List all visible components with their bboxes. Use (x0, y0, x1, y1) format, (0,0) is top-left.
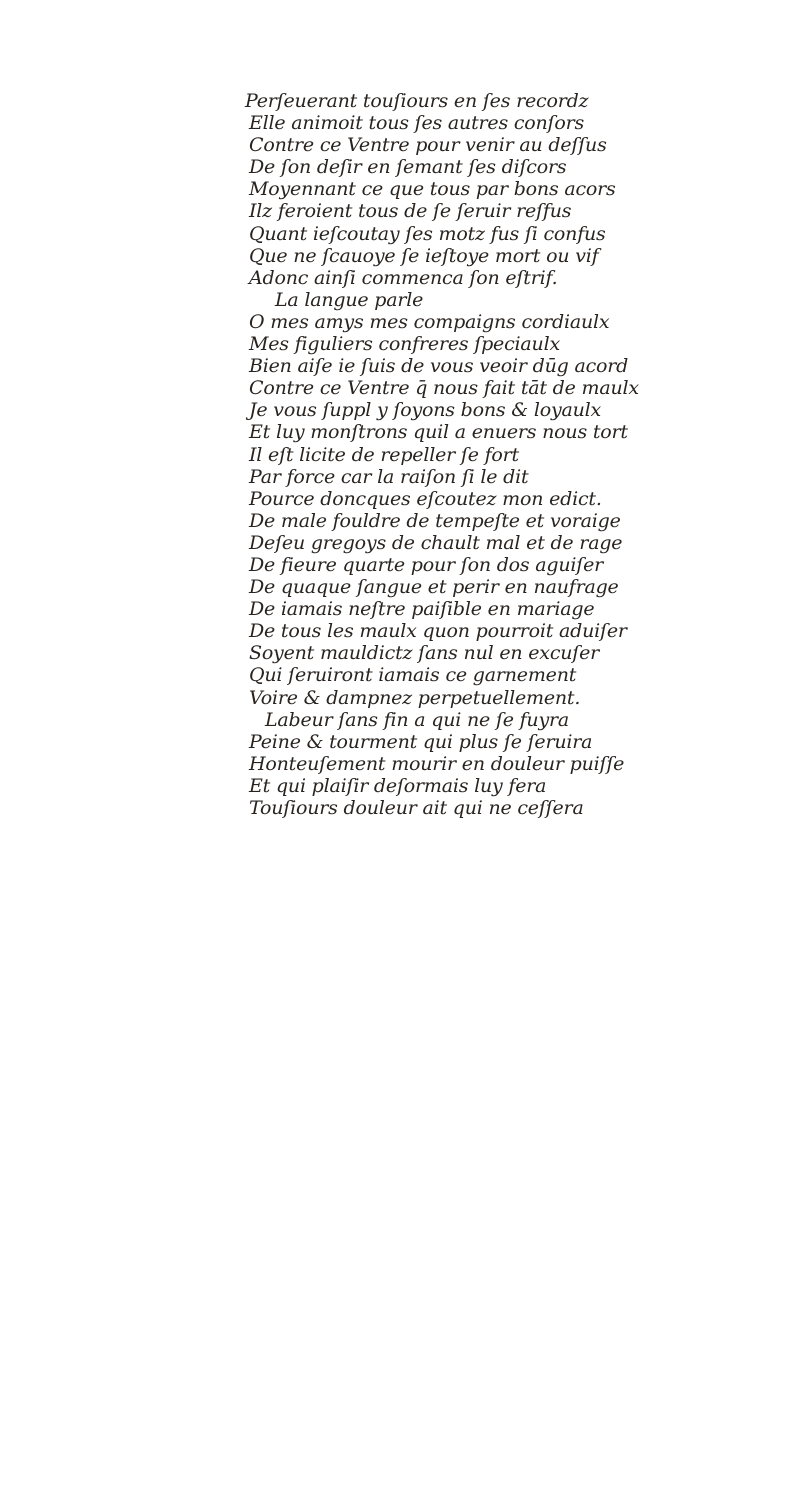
text-line-17: Il eſt licite de repeller ſe fort (249, 443, 519, 466)
text-line-1: Perſeuerant touſiours en ſes recordz (245, 90, 589, 112)
text-line-24: De iamais neſtre paiſible en mariage (249, 598, 595, 621)
text-line-2: Elle animoit tous ſes autres conſors (249, 112, 585, 135)
text-line-16: Et luy monſtrons quil a enuers nous tort (249, 421, 628, 444)
text-line-4: De ſon deſir en ſemant ſes diſcors (249, 156, 567, 179)
text-line-25: De tous les maulx quon pourroit aduiſer (249, 620, 627, 643)
text-line-26: Soyent mauldictz ſans nul en excuſer (249, 642, 600, 665)
text-line-22: De fieure quarte pour ſon dos aguiſer (249, 553, 604, 576)
text-line-29: Labeur ſans fin a qui ne ſe fuyra (265, 708, 570, 731)
text-line-19: Pource doncques eſcoutez mon edict. (249, 487, 602, 510)
text-line-18: Par force car la raiſon ſi le dit (249, 465, 529, 488)
text-line-14: Contre ce Ventre q̄ nous fait tāt de maulx (249, 377, 639, 400)
text-line-31: Honteuſement mourir en douleur puiſſe (249, 752, 625, 775)
text-line-11: O mes amys mes compaigns cordiaulx (249, 310, 610, 333)
text-line-7: Quant ieſcoutay ſes motz fus ſi confus (249, 222, 606, 245)
poem-text-block (245, 90, 725, 819)
text-line-13: Bien aiſe ie ſuis de vous veoir dūg acord (249, 355, 629, 378)
text-line-15: Je vous ſuppl y ſoyons bons & loyaulx (249, 399, 602, 422)
text-line-32: Et qui plaiſir deſormais luy fera (249, 774, 547, 797)
text-line-12: Mes figuliers confreres ſpeciaulx (249, 333, 560, 356)
text-line-33: Touſiours douleur ait qui ne ceſſera (249, 797, 584, 819)
text-line-5: Moyennant ce que tous par bons acors (249, 178, 616, 201)
text-line-27: Qui ſeruiront iamais ce garnement (249, 664, 577, 687)
text-line-20: De male fouldre de tempeſte et voraige (249, 509, 621, 532)
text-line-30: Peine & tourment qui plus ſe ſeruira (249, 730, 593, 753)
text-line-9: Adonc ainſi commenca ſon eſtrif. (249, 266, 558, 289)
text-line-23: De quaque ſangue et perir en naufrage (249, 576, 619, 599)
text-line-3: Contre ce Ventre pour venir au deſſus (249, 134, 607, 157)
text-line-21: Deſeu gregoys de chault mal et de rage (249, 531, 623, 554)
text-line-8: Que ne ſcauoye ſe ieſtoye mort ou vif (249, 244, 599, 267)
text-line-28: Voire & dampnez perpetuellement. (249, 686, 581, 709)
section-heading-la-langue-parle: La langue parle (275, 288, 424, 311)
text-line-6: Ilz feroient tous de ſe ſeruir reſfus (249, 200, 572, 223)
